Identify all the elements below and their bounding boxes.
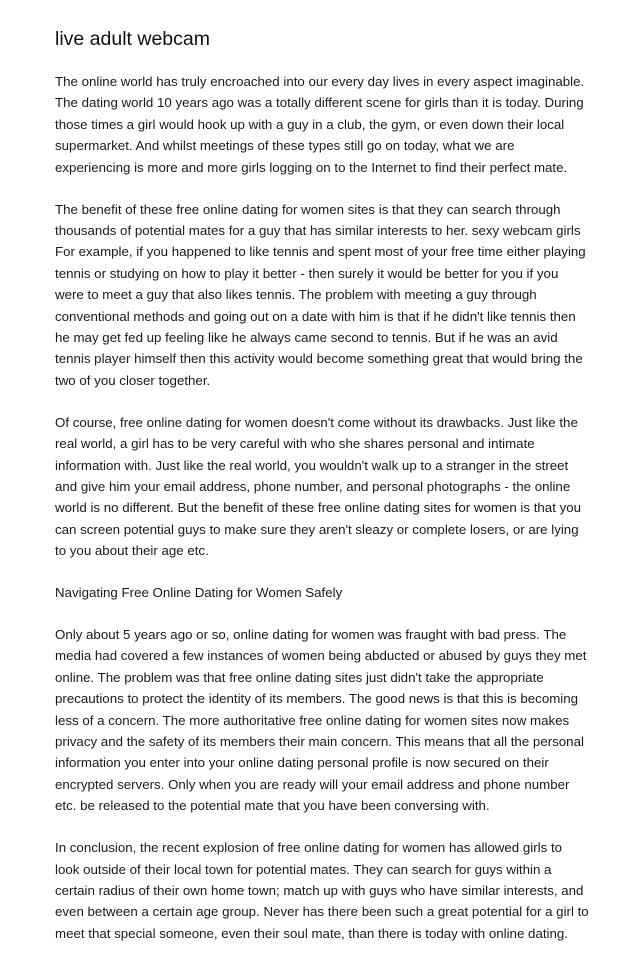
section-heading: Navigating Free Online Dating for Women Safely	[55, 585, 343, 601]
paragraph-benefit: The benefit of these free online dating for women sites is that they can search through thousands of potential mates for a guy that has similar interests to her. sexy webcam girls For example, if you happened to like tennis and spent most of your free time either playing tennis or studying on how to play it better - then surely it would be better for you if you were to meet a guy that also likes tennis. The problem with meeting a guy through conventional methods and going out on a date with him is that if he didn't like tennis then he may get fed up feeling like he always came second to tennis. But if he was an avid tennis player himself then this activity would become something great that would bring the two of you closer together.	[55, 201, 586, 388]
paragraph-conclusion: In conclusion, the recent explosion of free online dating for women has allowed girls to look outside of their local town for potential mates. They can search for guys within a certain radius of their own home town; match up with guys who have similar interests, and even between a certain age group. Never has there been such a great potential for a girl to meet that special someone, even their soul mate, than there is today with online dating.	[55, 840, 589, 941]
paragraph-safety: Only about 5 years ago or so, online dating for women was fraught with bad press. The media had covered a few instances of women being abducted or abused by guys they met online. The problem was that free online dating sites just didn't take the appropriate precautions to protect the identity of its members. The good news is that this is becoming less of a concern. The more authoritative free online dating for women sites now makes privacy and the safety of its members their main concern. This means that all the personal information you enter into your online dating personal profile is now secured on their encrypted servers. Only when you are ready will your email address and phone number etc. be released to the potential mate that you have been conversing with.	[55, 626, 587, 814]
paragraph-intro: The online world has truly encroached into our every day lives in every aspect imaginable. The dating world 10 years ago was a totally different scene for girls than it is today. During those times a girl would hook up with a guy in a club, the gym, or even down their local supermarket. And whilst meetings of these types still go on today, what we are experiencing is more and more girls logging on to the Internet to find their perfect mate.	[55, 74, 585, 175]
document-page	[55, 26, 590, 965]
document-title: live adult webcam	[55, 28, 210, 50]
paragraph-drawbacks: Of course, free online dating for women doesn't come without its drawbacks. Just like the real world, a girl has to be very careful with who she shares personal and intimate information with. Just like the real world, you wouldn't walk up to a stranger in the street and give him your email address, phone number, and personal photographs - the online world is no different. But the benefit of these free online dating sites for women is that you can screen potential guys to make sure they aren't sleazy or complete losers, or are lying to you about their age etc.	[55, 414, 582, 559]
